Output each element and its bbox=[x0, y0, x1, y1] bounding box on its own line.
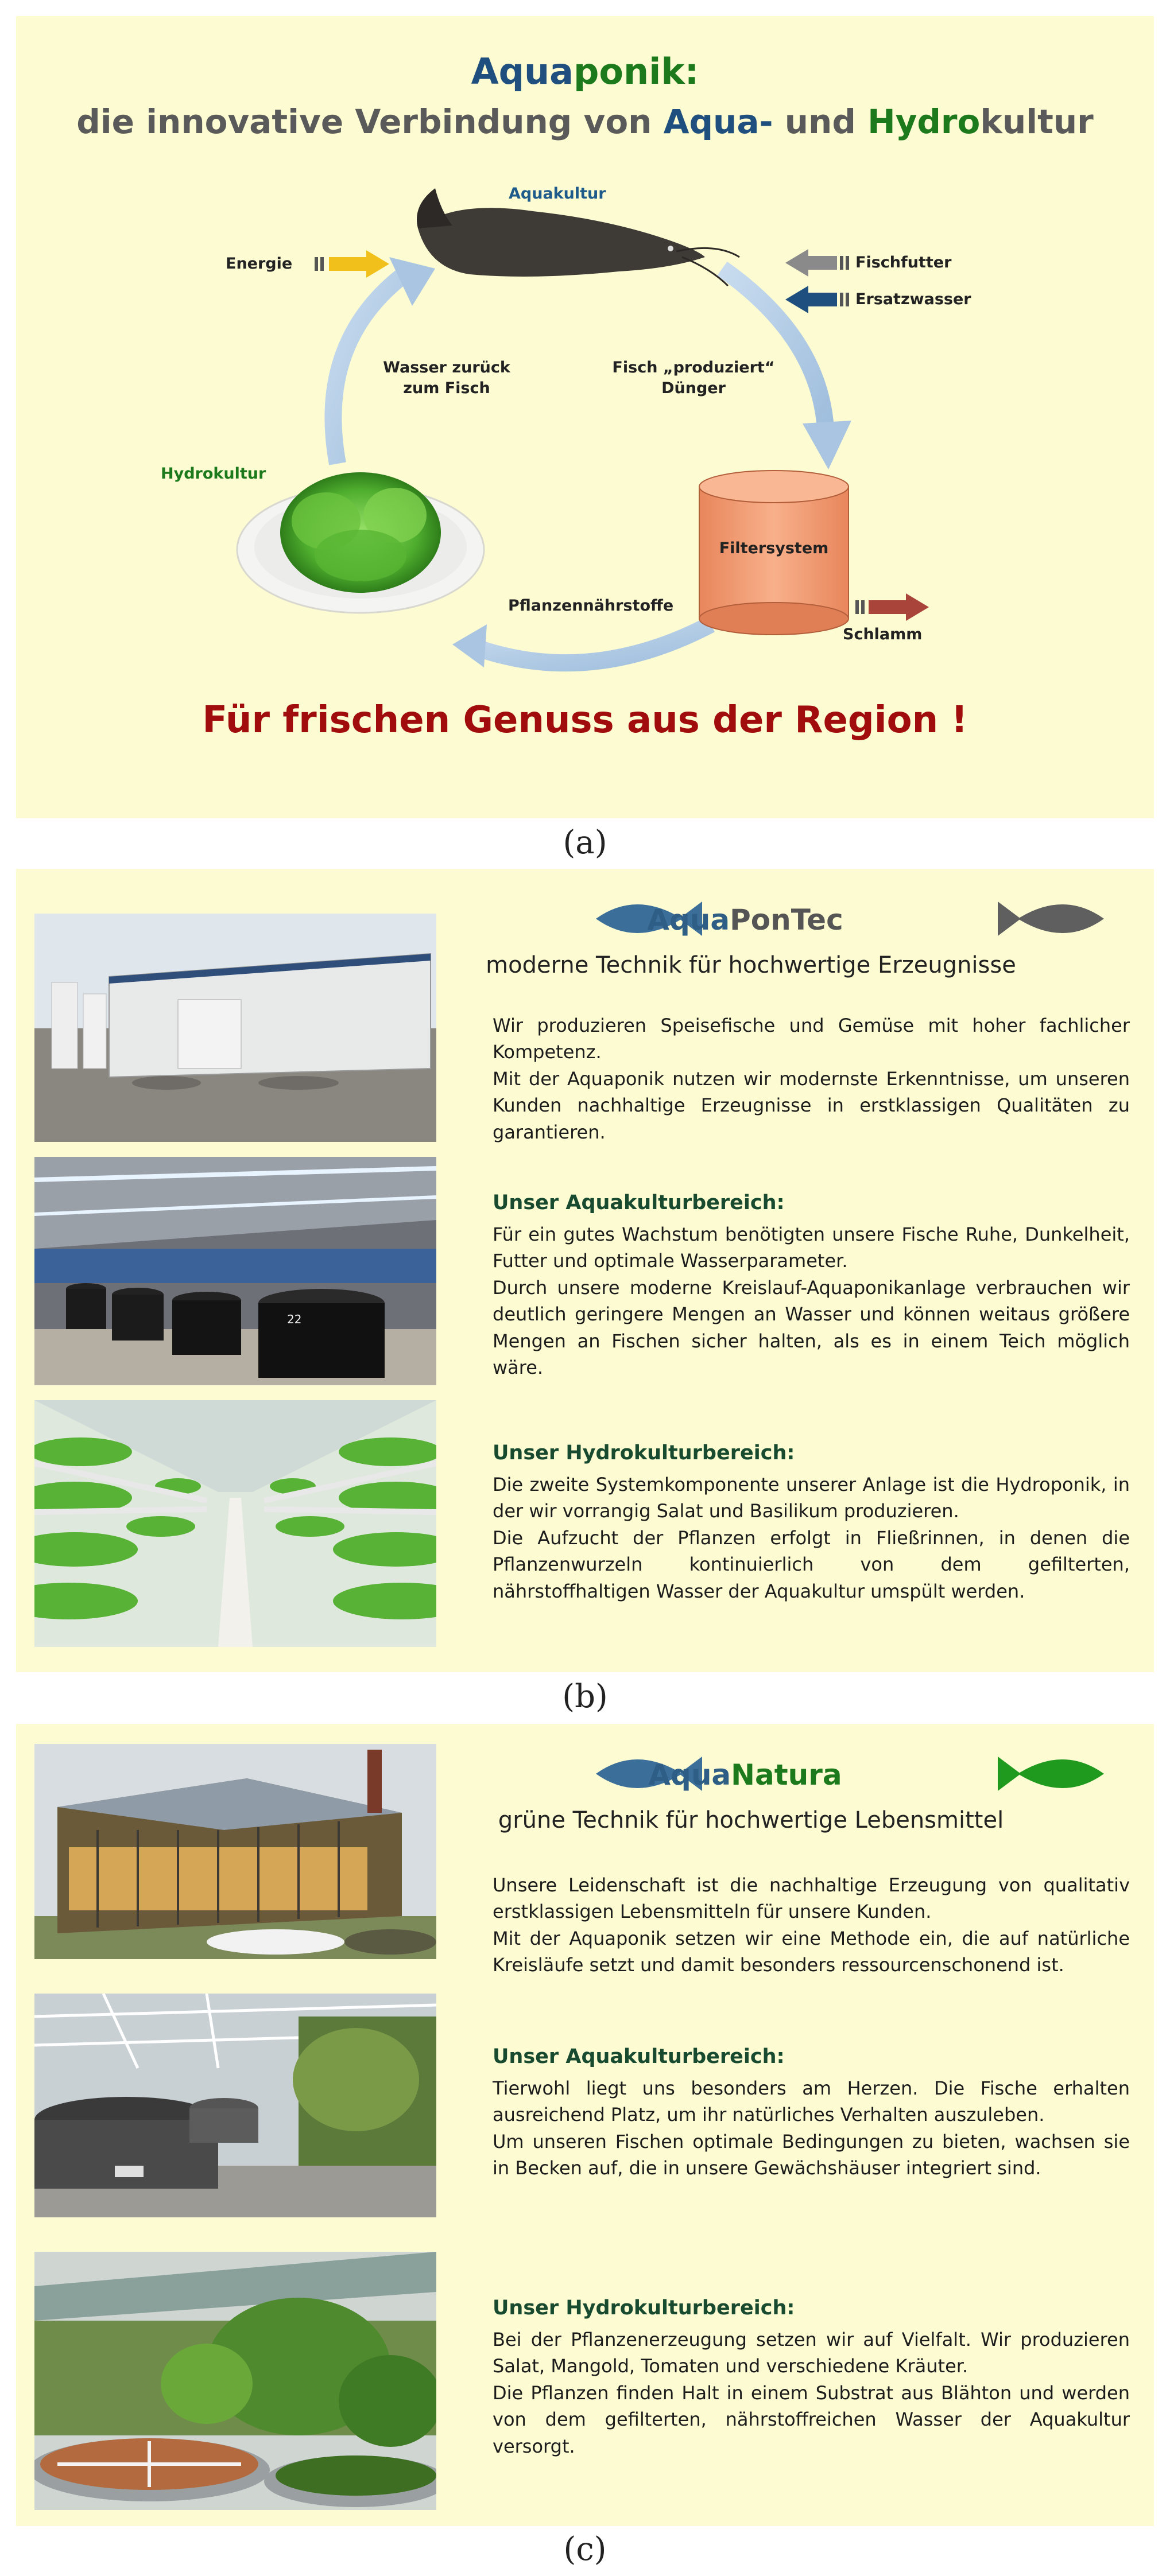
aquaponics-diagram-panel bbox=[16, 16, 1154, 818]
diagram-subtitle: die innovative Verbindung von Aqua- und Hydrokultur bbox=[76, 102, 1094, 141]
label-hydrokultur: Hydrokultur bbox=[161, 465, 266, 483]
photo-glass-greenhouse bbox=[34, 1744, 436, 1959]
brand-tagline: grüne Technik für hochwertige Lebensmittel bbox=[498, 1807, 1004, 1833]
intro-text: Unsere Leidenschaft ist die nachhaltige Erzeugung von qualitativ erstklassigen Lebensmitteln für unsere Kunden. Mit der Aquaponik setzen wir eine Methode ein, die auf natürliche Kreisläufe setzt und damit besonders ressourcenschonend ist. bbox=[493, 1874, 1130, 1976]
intro-text: Wir produzieren Speisefische und Gemüse mit hoher fachlicher Kompetenz. Mit der Aquaponik nutzen wir modernste Erkenntnisse, um unseren Kunden nachhaltige Erzeugnisse in erstklassigen Qualitäten zu garantieren. bbox=[493, 1015, 1130, 1143]
caption-a: (a) bbox=[563, 824, 607, 861]
heading-hydrokultur: Unser Hydrokulturbereich: bbox=[493, 2297, 795, 2319]
label-energie: Energie bbox=[226, 255, 293, 273]
heading-aquakultur: Unser Aquakulturbereich: bbox=[493, 2045, 785, 2068]
aquanatura-panel bbox=[16, 1724, 1154, 2526]
brand-name: AquaNatura bbox=[648, 1758, 842, 1792]
slogan: Für frischen Genuss aus der Region ! bbox=[202, 699, 968, 741]
label-aquakultur: Aquakultur bbox=[509, 185, 606, 203]
hydrokultur-text: Die zweite Systemkomponente unserer Anlage ist die Hydroponik, in der wir vorrangig Salat und Basilikum produzieren. Die Aufzucht der Pflanzen erfolgt in Fließrinnen, in denen die Pflanzenwurzeln kontinuierlich von dem gefilterten, nährstoffhaltigen Wasser der Aquakultur umspült werden. bbox=[493, 1474, 1130, 1602]
label-ersatzwasser: Ersatzwasser bbox=[855, 290, 971, 308]
label-wasser-zurueck: Wasser zurück zum Fisch bbox=[383, 359, 510, 398]
label-filtersystem: Filtersystem bbox=[719, 539, 829, 557]
heading-hydrokultur: Unser Hydrokulturbereich: bbox=[493, 1442, 795, 1464]
photo-raised-beds bbox=[34, 2252, 436, 2510]
schlamm-arrow bbox=[869, 593, 929, 621]
heading-aquakultur: Unser Aquakulturbereich: bbox=[493, 1191, 785, 1214]
photo-fish-tanks-hall bbox=[34, 1157, 436, 1385]
label-pflanzennaehrstoffe: Pflanzennährstoffe bbox=[508, 597, 674, 615]
label-fisch-duenger: Fisch „produziert“ Dünger bbox=[612, 359, 775, 398]
cycle-arrowhead-bottom bbox=[452, 624, 487, 667]
aquapontec-panel bbox=[16, 869, 1154, 1672]
cycle-arrow-bottom bbox=[475, 624, 711, 663]
photo-facility-building bbox=[34, 914, 436, 1142]
photo-hydroponic-channels bbox=[34, 1400, 436, 1647]
label-schlamm: Schlamm bbox=[843, 625, 923, 643]
fish-logo-green bbox=[995, 1748, 1110, 1800]
brand-tagline: moderne Technik für hochwertige Erzeugnisse bbox=[486, 952, 1016, 978]
cycle-arrowhead-right bbox=[803, 421, 851, 469]
tank-number: 22 bbox=[287, 1312, 302, 1326]
brand-name: AquaPonTec bbox=[647, 903, 843, 937]
hydrokultur-text: Bei der Pflanzenerzeugung setzen wir auf Vielfalt. Wir produzieren Salat, Mangold, Tomaten und verschiedene Kräuter. Die Pflanzen finden Halt in einem Substrat aus Blähton und werden von dem gefilterten, nährstoffreichen Wasser der Aquakultur versorgt. bbox=[493, 2329, 1130, 2457]
caption-b: (b) bbox=[562, 1678, 608, 1715]
aquakultur-text: Tierwohl liegt uns besonders am Herzen. Die Fische erhalten ausreichend Platz, um ihr natürliches Verhalten auszuleben. Um unseren Fischen optimale Bedingungen zu bieten, wachsen sie in Becken auf, die in unsere Gewächshäuser integriert sind. bbox=[493, 2077, 1130, 2179]
diagram-title: Aquaponik: bbox=[471, 50, 699, 92]
fish-logo-grey bbox=[995, 893, 1110, 945]
lettuce-plate-illustration bbox=[237, 472, 484, 613]
energy-arrow bbox=[329, 250, 389, 278]
ersatzwasser-arrow bbox=[785, 286, 837, 313]
caption-c: (c) bbox=[563, 2531, 607, 2568]
aquakultur-text: Für ein gutes Wachstum benötigten unsere Fische Ruhe, Dunkelheit, Futter und optimale Wasserparameter. Durch unsere moderne Kreislauf-Aquaponikanlage verbrauchen wir deutlich geringere Mengen an Wasser und können weitaus größere Mengen an Fischen sicher halten, als es in einem Teich möglich wäre. bbox=[493, 1223, 1130, 1378]
photo-tanks-greenhouse bbox=[34, 1994, 436, 2217]
fischfutter-arrow bbox=[785, 249, 837, 277]
label-fischfutter: Fischfutter bbox=[855, 254, 952, 271]
